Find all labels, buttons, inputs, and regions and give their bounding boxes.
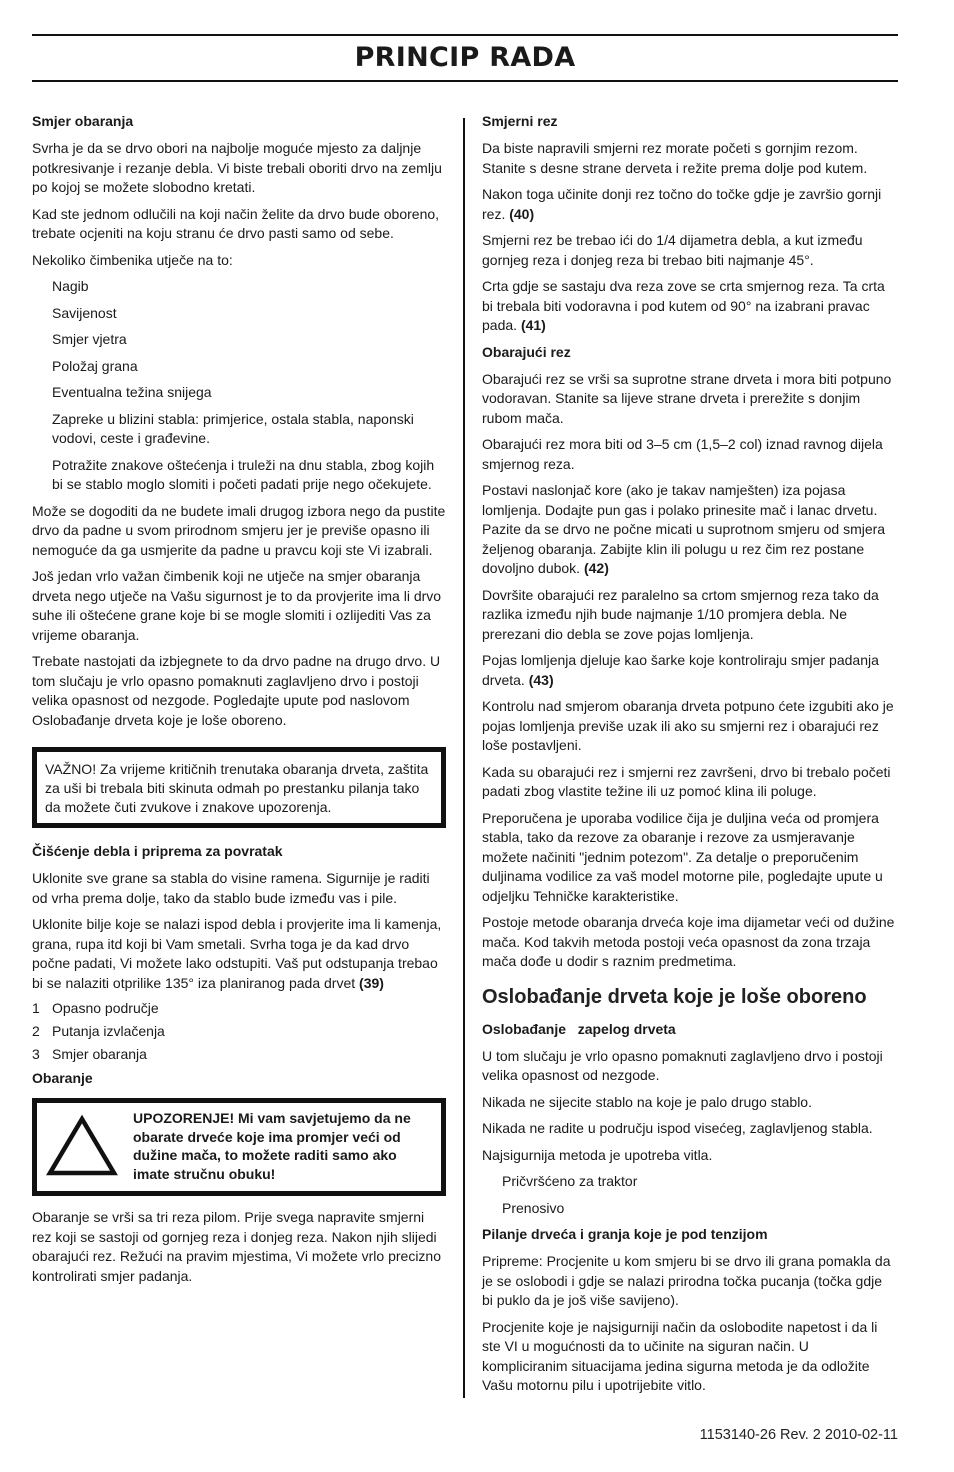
figure-reference: (41) bbox=[520, 317, 546, 333]
paragraph-text: Nakon toga učinite donji rez točno do točke gdje je završio gornji rez. bbox=[482, 186, 882, 222]
factor-item: Položaj grana bbox=[52, 357, 138, 374]
paragraph: Kada su obarajući rez i smjerni rez završeni, drvo bi trebalo početi padati zbog vlastite težine ili uz pomoć klina ili poluge. bbox=[482, 763, 891, 799]
list-text: Putanja izvlačenja bbox=[52, 1023, 165, 1039]
paragraph: Procjenite koje je najsigurniji način da oslobodite napetost i da li ste VI u mogućnosti da to učinite na siguran način. U kompliciranim situacijama jedina sigurna metoda je da odložite Vašu motornu pilu i upotrijebite vitlo. bbox=[482, 1318, 878, 1393]
heading-obarajuci-rez: Obarajući rez bbox=[482, 343, 571, 360]
important-notice-box bbox=[32, 747, 446, 828]
list-number: 2 bbox=[32, 1023, 40, 1039]
paragraph: Postoje metode obaranja drveća koje ima dijametar veći od dužine mača. Kod takvih metoda postoji veća opasnost da zona trzaja mača dođe u dodir s raznim predmetima. bbox=[482, 914, 895, 969]
paragraph bbox=[482, 481, 896, 579]
paragraph: Kontrolu nad smjerom obaranja drveta potpuno ćete izgubiti ako je pojas lomljenja previše uzak ili ako su smjerni rez i obarajući rez loše postavljeni. bbox=[482, 698, 894, 753]
paragraph bbox=[32, 915, 446, 993]
document-revision-footer: 1153140-26 Rev. 2 2010-02-11 bbox=[699, 1427, 898, 1443]
paragraph-text: Postavi naslonjač kore (ako je takav namješten) iza pojasa lomljenja. Dodajte pun gas i polako prinesite mač i lanac drvetu. Pazite da se drvo ne počne micati u suprotnom smjeru od smjera željenog obaranja. Zabijte klin ili polugu u rez čim rez postane dovoljno dubok. bbox=[482, 482, 886, 576]
list-text: Smjer obaranja bbox=[52, 1046, 147, 1062]
right-column bbox=[482, 112, 896, 1403]
top-rule bbox=[32, 34, 898, 36]
factor-item: Potražite znakove oštećenja i truleži na dnu stabla, zbog kojih bi se stablo moglo slomiti i početi padati prije nego očekujete. bbox=[52, 456, 435, 492]
paragraph-text: Uklonite bilje koje se nalazi ispod debla i provjerite ima li kamenja, grana, rupa itd koji bi Vam smetali. Svrha toga je da kad drvo počne padati, Vi možete lako odstupiti. Vaš put odstupanja trebao bi se nalaziti otprilike 135° iza planiranog pada drvet bbox=[32, 916, 442, 991]
heading-smjer-obaranja: Smjer obaranja bbox=[32, 113, 134, 129]
paragraph: Može se dogoditi da ne budete imali drugog izbora nego da pustite drvo da padne u svom prirodnom smjeru jer je previše opasno ili nemoguće da ga usmjerite da padne u pravcu koji ste Vi izabrali. bbox=[32, 502, 446, 558]
paragraph: Dovršite obarajući rez paralelno sa crtom smjernog reza tako da razlika između njih bude najmanje 1/10 promjera debla. Ne prerezani dio debla se zove pojas lomljenja. bbox=[482, 586, 879, 642]
paragraph: Svrha je da se drvo obori na najbolje moguće mjesto za daljnje potkresivanje i rezanje debla. Vi biste trebali oboriti drvo na zemlju po kojoj se možete slobodno kretati. bbox=[32, 140, 442, 195]
paragraph: Pripreme: Procjenite u kom smjeru bi se drvo ili grana pomakla da je se oslobodi i gdje se nalazi prirodna točka pucanja (točka gdje bi puklo da je još više savijeno). bbox=[482, 1253, 891, 1308]
heading-smjerni-rez: Smjerni rez bbox=[482, 113, 558, 129]
important-notice-text: VAŽNO! Za vrijeme kritičnih trenutaka obaranja drveta, zaštita za uši bi trebala biti skinuta odmah po prestanku pilanja tako da možete čuti zvukove i znakove upozorenja. bbox=[45, 761, 429, 815]
list-text: Opasno područje bbox=[52, 1000, 159, 1016]
paragraph: Preporučena je uporaba vodilice čija je duljina veća od promjera stabla, tako da rezove za obaranje i rezove za usmjeravanje možete načiniti "jednim potezom". Za detalje o preporučenim duljinama vodilice za vaš model motorne pile, pogledajte upute u odjeljku Tehničke karakteristike. bbox=[482, 809, 883, 904]
paragraph: Smjerni rez be trebao ići do 1/4 dijametra debla, a kut između gornjeg reza i donjeg reza bi trebao biti najmanje 45°. bbox=[482, 232, 863, 268]
figure-reference: (39) bbox=[359, 974, 384, 991]
list-item bbox=[32, 1000, 446, 1016]
paragraph: Nikada ne radite u području ispod visećeg, zaglavljenog stabla. bbox=[482, 1120, 873, 1136]
paragraph: Još jedan vrlo važan čimbenik koji ne utječe na smjer obaranja drveta nego utječe na Vašu sigurnost je to da provjerite ima li drvo suhe ili oštećene grane koje bi se mogle slomiti i ozlijediti Vas za vrijeme obaranja. bbox=[32, 568, 442, 643]
factor-item: Nagib bbox=[52, 278, 89, 294]
paragraph: Obarajući rez mora biti od 3–5 cm (1,5–2 col) iznad ravnog dijela smjernog reza. bbox=[482, 436, 883, 472]
paragraph: Obaranje se vrši sa tri reza pilom. Prije svega napravite smjerni rez koji se sastoji od gornjeg reza i donjeg reza. Nakon njih slijedi obarajući rez. Režući na pravim mjestima, Vi možete vrlo precizno kontrolirati smjer padanja. bbox=[32, 1209, 442, 1284]
factor-item: Smjer vjetra bbox=[52, 331, 127, 347]
heading-ciscenje-debla: Čišćenje debla i priprema za povratak bbox=[32, 843, 283, 859]
winch-option: Pričvršćeno za traktor bbox=[502, 1173, 638, 1189]
winch-option: Prenosivo bbox=[502, 1199, 565, 1216]
factor-item: Eventualna težina snijega bbox=[52, 384, 212, 400]
paragraph-text: Pojas lomljenja djeluje kao šarke koje kontroliraju smjer padanja drveta. bbox=[482, 652, 879, 688]
heading-zapelog-drveta: Oslobađanje zapelog drveta bbox=[482, 1020, 676, 1037]
page-title: PRINCIP RADA bbox=[354, 42, 576, 73]
heading-pilanje-pod-tenzijom: Pilanje drveća i granja koje je pod tenzijom bbox=[482, 1226, 768, 1242]
paragraph: Nikada ne sijecite stablo na koje je palo drugo stablo. bbox=[482, 1093, 812, 1110]
heading-oslobadanje-drveta: Oslobađanje drveta koje je loše oboreno bbox=[482, 985, 867, 1008]
paragraph: U tom slučaju je vrlo opasno pomaknuti zaglavljeno drvo i postoji velika opasnost od nezgode. bbox=[482, 1047, 883, 1083]
paragraph: Uklonite sve grane sa stabla do visine ramena. Sigurnije je raditi od vrha prema dolje, tako da stablo bude između vas i pile. bbox=[32, 870, 430, 906]
paragraph: Trebate nastojati da izbjegnete to da drvo padne na drugo drvo. U tom slučaju je vrlo opasno pomaknuti zaglavljeno drvo i postoji velika opasnost od nezgode. Pogledajte upute pod naslovom Oslobađanje drveta koje je loše oboreno. bbox=[32, 653, 441, 728]
paragraph bbox=[482, 651, 896, 690]
title-underline bbox=[32, 80, 898, 82]
heading-obaranje: Obaranje bbox=[32, 1070, 93, 1086]
warning-triangle-icon bbox=[45, 1113, 119, 1179]
paragraph bbox=[482, 185, 896, 224]
paragraph: Najsigurnija metoda je upotreba vitla. bbox=[482, 1146, 713, 1163]
paragraph-text: Crta gdje se sastaju dva reza zove se crta smjernog reza. Ta crta bi trebala biti vodoravna i pod kutem od 90° na izabrani pravac pada. bbox=[482, 278, 885, 333]
column-divider bbox=[463, 118, 465, 1398]
list-item bbox=[32, 1046, 446, 1062]
paragraph: Kad ste jednom odlučili na koji način želite da drvo bude oboreno, trebate ocjeniti na koju stranu će drvo pasti samo od sebe. bbox=[32, 205, 440, 241]
paragraph: Da biste napravili smjerni rez morate početi s gornjim rezom. Stanite s desne strane derveta i režite prema dolje pod kutem. bbox=[482, 140, 868, 176]
factor-item: Zapreke u blizini stabla: primjerice, ostala stabla, naponski vodovi, ceste i građevine. bbox=[52, 410, 414, 446]
paragraph bbox=[482, 277, 896, 336]
list-number: 1 bbox=[32, 1000, 40, 1016]
figure-reference: (40) bbox=[509, 205, 535, 222]
left-column bbox=[32, 112, 446, 1293]
warning-box bbox=[32, 1098, 446, 1196]
paragraph: Nekoliko čimbenika utječe na to: bbox=[32, 251, 233, 268]
list-number: 3 bbox=[32, 1046, 40, 1062]
figure-reference: (42) bbox=[583, 560, 609, 576]
warning-text: UPOZORENJE! Mi vam savjetujemo da ne obarate drveće koje ima promjer veći od dužine mača, to možete raditi samo ako imate stručnu obuku! bbox=[133, 1110, 411, 1182]
paragraph: Obarajući rez se vrši sa suprotne strane drveta i mora biti potpuno vodoravan. Stanite sa lijeve strane drveta i prerežite s donjim rubom mača. bbox=[482, 370, 892, 426]
list-item bbox=[32, 1023, 446, 1039]
figure-reference: (43) bbox=[528, 671, 554, 688]
factor-item: Savijenost bbox=[52, 304, 117, 321]
